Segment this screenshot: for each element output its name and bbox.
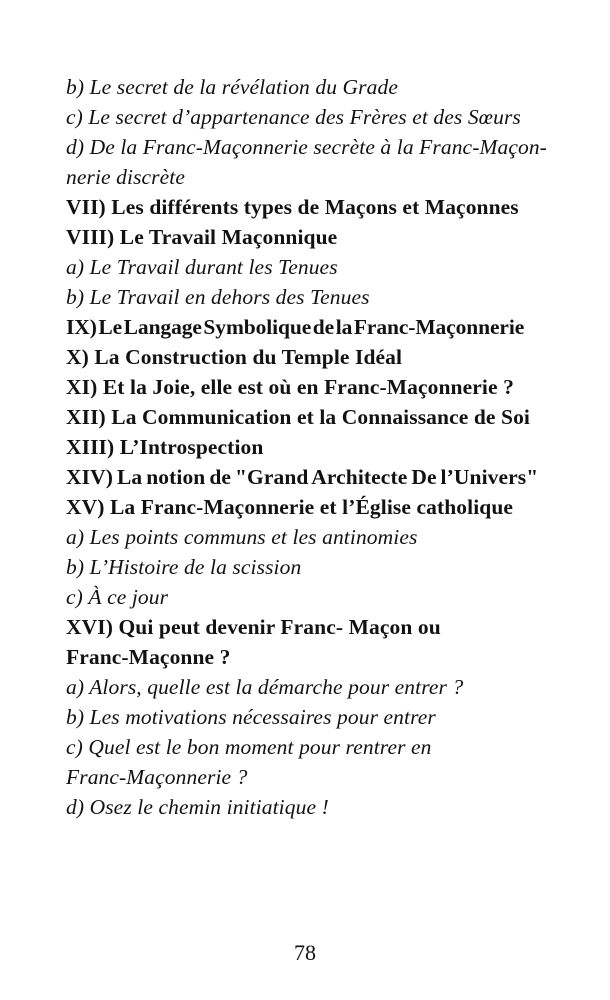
toc-line: nerie discrète [66, 165, 186, 189]
toc-line: VII) Les différents types de Maçons et Maçonnes [66, 195, 519, 219]
toc-line: c) Quel est le bon moment pour rentrer en [66, 735, 432, 759]
toc-line: XI) Et la Joie, elle est où en Franc-Maçonnerie ? [66, 375, 514, 399]
toc-line: c) À ce jour [66, 585, 169, 609]
toc-line: Franc-Maçonne ? [66, 645, 231, 669]
toc-line: VIII) Le Travail Maçonnique [66, 225, 338, 249]
toc-line: a) Les points communs et les antinomies [66, 525, 418, 549]
page-number: 78 [294, 940, 316, 965]
toc-line: d) De la Franc-Maçonnerie secrète à la Franc-Maçon- [66, 135, 547, 159]
toc-line: b) Les motivations nécessaires pour entrer [66, 705, 436, 729]
toc-line: c) Le secret d’appartenance des Frères et des Sœurs [66, 105, 521, 129]
toc-line: Franc-Maçonnerie ? [66, 765, 248, 789]
toc-line: XV) La Franc-Maçonnerie et l’Église catholique [66, 495, 514, 519]
toc-line: b) Le secret de la révélation du Grade [66, 75, 398, 99]
toc-line: XII) La Communication et la Connaissance de Soi [66, 405, 530, 429]
table-of-contents [66, 72, 560, 822]
toc-line: b) L’Histoire de la scission [66, 555, 302, 579]
toc-line: a) Le Travail durant les Tenues [66, 255, 338, 279]
toc-line: a) Alors, quelle est la démarche pour entrer ? [66, 675, 464, 699]
toc-line: XIII) L’Introspection [66, 435, 264, 459]
toc-line: XVI) Qui peut devenir Franc- Maçon ou [66, 615, 441, 639]
toc-line: IX) Le Langage Symbolique de la Franc-Maçonnerie [66, 315, 525, 339]
toc-line: X) La Construction du Temple Idéal [66, 345, 403, 369]
toc-line: b) Le Travail en dehors des Tenues [66, 285, 370, 309]
toc-line: XIV) La notion de "Grand Architecte De l’Univers" [66, 465, 539, 489]
toc-line: d) Osez le chemin initiatique ! [66, 795, 329, 819]
